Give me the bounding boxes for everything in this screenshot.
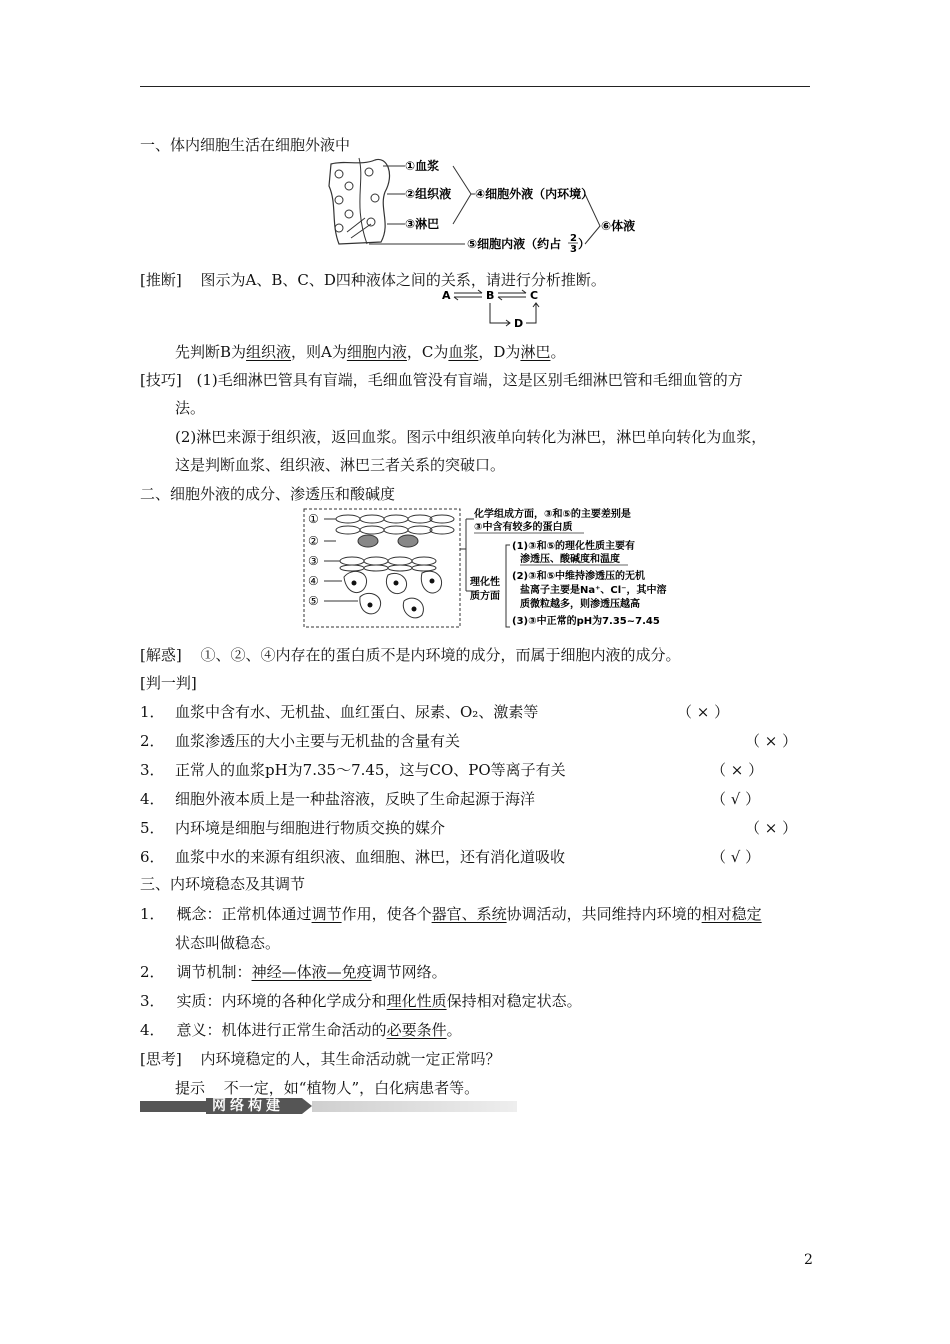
item-text: 意义：机体进行正常生命活动的 <box>176 1021 387 1039</box>
concept-blank-3: 相对稳定 <box>701 905 762 923</box>
infer-tag: [推断] <box>140 271 182 289</box>
judge-mark: （ × ） <box>745 819 798 837</box>
skill-tag: [技巧] <box>140 371 182 389</box>
judge-num: 6． <box>140 848 165 866</box>
judge-item <box>140 846 761 867</box>
infer-answer <box>175 342 565 362</box>
fig-label-lymph: ③淋巴 <box>405 217 440 231</box>
judge-mark: （ √ ） <box>711 790 761 808</box>
section2-heading: 二、细胞外液的成分、渗透压和酸碱度 <box>140 485 396 503</box>
fig-n1: ① <box>308 512 319 526</box>
judge-text: 血浆中水的来源有组织液、血细胞、淋巴，还有消化道吸收 <box>175 848 566 866</box>
item-num: 2． <box>140 963 165 981</box>
item-text: 协调活动，共同维持内环境的 <box>506 905 702 923</box>
judge-mark: （ × ） <box>745 732 798 750</box>
item-text: 概念：正常机体通过 <box>176 905 312 923</box>
concept-blank-2: 器官、系统 <box>431 905 507 923</box>
concept-cont: 状态叫做稳态。 <box>175 934 281 952</box>
phys-2a: (2)③和⑤中维持渗透压的无机 <box>512 571 646 582</box>
mechanism-blank: 神经—体液—免疫 <box>251 963 372 981</box>
judge-num: 1． <box>140 703 165 721</box>
fig-label-extracellular: ④细胞外液（内环境） <box>475 187 594 201</box>
abcd-b: B <box>486 289 495 302</box>
judge-text: 血浆中含有水、无机盐、血红蛋白、尿素、O₂、激素等 <box>175 703 539 721</box>
fig-n5: ⑤ <box>308 594 319 608</box>
essence-line <box>140 991 582 1011</box>
answer-b: 组织液 <box>246 343 292 361</box>
mechanism-line <box>140 962 447 982</box>
banner-arrow <box>302 1098 312 1114</box>
section3-heading: 三、内环境稳态及其调节 <box>140 875 306 893</box>
chem-text-1: 化学组成方面，③和⑤的主要差别是 <box>474 509 631 520</box>
essence-blank: 理化性质 <box>386 992 447 1010</box>
fig-label-plasma: ①血浆 <box>405 159 440 173</box>
hint-text: 不一定，如“植物人”，白化病患者等。 <box>223 1079 480 1097</box>
judge-item <box>140 730 798 751</box>
concept-line <box>140 904 762 924</box>
fig-n3: ③ <box>308 554 319 568</box>
judge-mark: （ × ） <box>677 703 730 721</box>
skill-text: (1)毛细淋巴管具有盲端，毛细血管没有盲端，这是区别毛细淋巴管和毛细血管的方 <box>196 371 743 389</box>
item-text: 调节机制： <box>176 963 252 981</box>
judge-mark: （ √ ） <box>711 848 761 866</box>
item-text: 调节网络。 <box>371 963 447 981</box>
judge-item <box>140 817 798 838</box>
abcd-c: C <box>530 289 539 302</box>
page-number: 2 <box>804 1252 813 1268</box>
banner-bar-light <box>312 1101 517 1112</box>
fig-n4: ④ <box>308 574 319 588</box>
phys-1a: (1)③和⑤的理化性质主要有 <box>512 541 636 552</box>
phys-1b: 渗透压、酸碱度和温度 <box>520 554 620 565</box>
banner-title: 网络构建 <box>212 1098 284 1114</box>
fig-label-close: ） <box>578 237 591 251</box>
think-text: 内环境稳定的人，其生命活动就一定正常吗？ <box>200 1050 501 1068</box>
infer-text: 图示为A、B、C、D四种液体之间的关系，请进行分析推断。 <box>200 271 606 289</box>
judge-tag: [判一判] <box>140 674 197 692</box>
answer-d: 淋巴 <box>520 343 551 361</box>
judge-text: 细胞外液本质上是一种盐溶液，反映了生命起源于海洋 <box>175 790 536 808</box>
body-fluid-diagram <box>325 152 655 252</box>
answer-a: 细胞内液 <box>346 343 407 361</box>
header-rule <box>140 86 810 87</box>
abcd-diagram <box>438 287 548 331</box>
abcd-d: D <box>514 317 524 330</box>
fig-frac-numerator: 2 <box>570 233 577 244</box>
judge-mark: （ × ） <box>711 761 764 779</box>
network-banner <box>140 1098 517 1114</box>
answer-text: ，C为 <box>406 343 449 361</box>
puzzle-tag: [解惑] <box>140 646 182 664</box>
skill-line2b: 这是判断血浆、组织液、淋巴三者关系的突破口。 <box>175 456 506 474</box>
hint-line <box>175 1078 479 1098</box>
judge-num: 5． <box>140 819 165 837</box>
fig-label-tissue-fluid: ②组织液 <box>405 187 452 201</box>
section1-heading: 一、体内细胞生活在细胞外液中 <box>140 136 351 154</box>
item-num: 1． <box>140 905 165 923</box>
phys-2c: 质微粒越多，则渗透压越高 <box>520 599 640 610</box>
item-num: 3． <box>140 992 165 1010</box>
abcd-a: A <box>442 289 451 302</box>
tissue-illustration <box>329 158 390 244</box>
puzzle-line <box>140 645 681 665</box>
judge-text: 血浆渗透压的大小主要与无机盐的含量有关 <box>175 732 461 750</box>
answer-c: 血浆 <box>448 343 479 361</box>
judge-item <box>140 788 761 809</box>
judge-text: 内环境是细胞与细胞进行物质交换的媒介 <box>175 819 446 837</box>
think-tag: [思考] <box>140 1050 182 1068</box>
phys-label-2: 质方面 <box>470 591 500 602</box>
banner-bar-dark <box>140 1101 206 1112</box>
skill-line1b: 法。 <box>175 399 206 417</box>
think-line <box>140 1049 501 1069</box>
judge-num: 4． <box>140 790 165 808</box>
answer-text: 。 <box>550 343 566 361</box>
fig-frac-denominator: 3 <box>570 244 577 252</box>
judge-num: 3． <box>140 761 165 779</box>
phys-label-1: 理化性 <box>470 577 500 588</box>
judge-item <box>140 701 730 722</box>
skill-line1 <box>140 370 743 390</box>
answer-text: ，则A为 <box>291 343 347 361</box>
answer-text: 先判断B为 <box>175 343 247 361</box>
item-text: 实质：内环境的各种化学成分和 <box>176 992 387 1010</box>
item-text: 作用，使各个 <box>341 905 432 923</box>
fig-label-body-fluid: ⑥体液 <box>601 219 636 233</box>
judge-item <box>140 759 764 780</box>
hint-label: 提示 <box>175 1079 206 1097</box>
judge-text: 正常人的血浆pH为7.35～7.45，这与CO、PO等离子有关 <box>175 761 566 779</box>
item-text: 。 <box>446 1021 462 1039</box>
significance-blank: 必要条件 <box>386 1021 447 1039</box>
item-num: 4． <box>140 1021 165 1039</box>
phys-2b: 盐离子主要是Na⁺、Cl⁻，其中溶 <box>520 585 667 596</box>
fig-label-intracellular: ⑤细胞内液（约占 <box>467 237 562 251</box>
puzzle-text: ①、②、④内存在的蛋白质不是内环境的成分，而属于细胞内液的成分。 <box>200 646 681 664</box>
significance-line <box>140 1020 462 1040</box>
answer-text: ，D为 <box>478 343 521 361</box>
composition-diagram <box>302 505 674 633</box>
item-text: 保持相对稳定状态。 <box>446 992 582 1010</box>
phys-3: (3)③中正常的pH为7.35~7.45 <box>512 616 660 627</box>
judge-num: 2． <box>140 732 165 750</box>
skill-line2: (2)淋巴来源于组织液，返回血浆。图示中组织液单向转化为淋巴，淋巴单向转化为血浆， <box>175 428 767 446</box>
concept-blank-1: 调节 <box>311 905 342 923</box>
chem-text-2: ③中含有较多的蛋白质 <box>474 522 573 533</box>
fig-n2: ② <box>308 534 319 548</box>
